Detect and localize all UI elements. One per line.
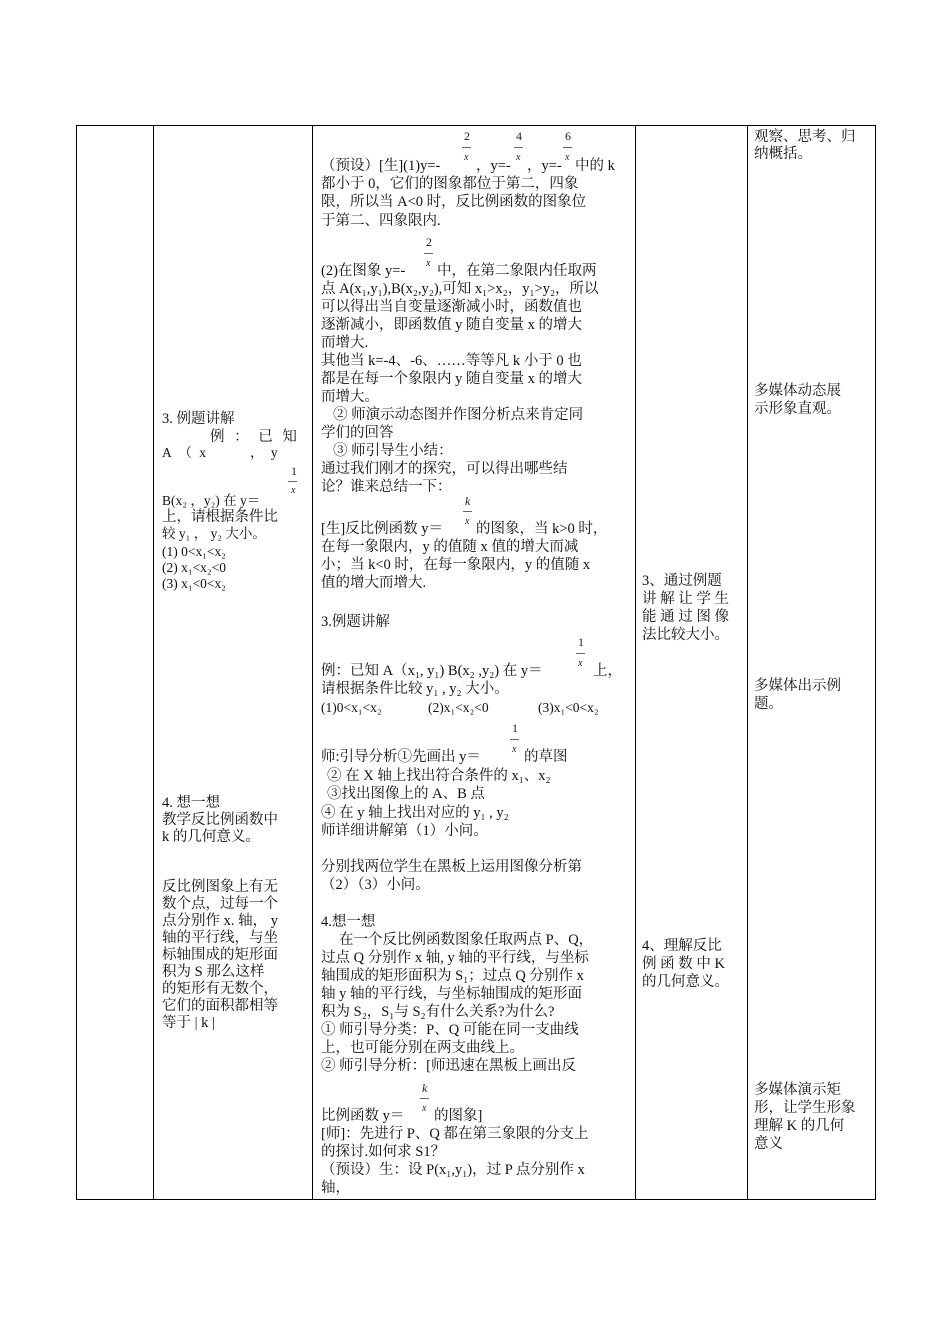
summary-line-1: ③ 师引导生小结： — [333, 443, 453, 459]
think-line-1: 教学反比例函数中 — [162, 812, 278, 828]
fraction-numerator: 1 — [512, 721, 518, 735]
think-line-6: ① 师引导分类：P、Q 可能在同一支曲线 — [321, 1022, 579, 1038]
example-cond-2: (2)x₁<x₂<0 — [428, 700, 489, 715]
part2-line-4: 逐渐减小，即函数值 y 随自变量 x 的增大 — [321, 317, 582, 333]
fraction-numerator: 4 — [516, 129, 522, 143]
example-stmt-1b: 上， — [593, 663, 622, 679]
media-cell — [748, 126, 876, 1200]
condition-1: (1) 0<x₁<x₂ — [162, 544, 227, 559]
media-a-line-2: 纳概括。 — [754, 146, 812, 162]
part2-line-1a: (2)在图象 y=- — [321, 263, 406, 279]
example-cond-1: (1)0<x₁<x₂ — [321, 700, 382, 715]
example-stmt-2: 请根据条件比较 y₁ , y₂ 大小。 — [321, 681, 509, 697]
think-title: 4. 想一想 — [162, 795, 220, 811]
example-line-1: 例 ： 已 知 — [210, 429, 300, 445]
intent-b-line-3: 的几何意义。 — [642, 974, 729, 990]
example-stmt-1a: 例：已知 A（x₁, y₁) B(x₂ ,y₂) 在 y＝ — [321, 663, 543, 679]
example-line-5: 较 y₁ ， y₂ 大小。 — [162, 526, 266, 541]
answer-line-1d: 中的 k — [575, 158, 615, 174]
media-c-line-1: 多媒体出示例 — [754, 678, 841, 694]
fraction-denominator: x — [578, 658, 583, 669]
fraction-denominator: x — [291, 485, 296, 496]
group-line-1: 分别找两位学生在黑板上运用图像分析第 — [321, 859, 582, 875]
media-b-line-1: 多媒体动态展 — [754, 383, 841, 399]
think-line-1: 在一个反比例函数图象任取两点 P、Q， — [339, 932, 594, 948]
guide-line-5: 师详细讲解第（1）小问。 — [321, 823, 488, 839]
answer-line-1c: ，y=- — [527, 158, 562, 174]
think-line-8: ② 师引导分析：[师迅速在黑板上画出反 — [321, 1058, 576, 1074]
part2-line-8: 而增大。 — [321, 389, 379, 405]
answer-line-3: 限，所以当 A<0 时，反比例函数的图象位 — [321, 194, 587, 210]
media-d-line-4: 意义 — [754, 1136, 783, 1152]
process-cell — [313, 126, 636, 1200]
think-section-title: 4.想一想 — [321, 914, 376, 930]
demo-line-1: ② 师演示动态图并作图分析点来肯定同 — [333, 407, 584, 423]
intent-b-line-2: 例 函 数 中 K — [642, 956, 725, 972]
demo-line-2: 学们的回答 — [321, 425, 394, 441]
think-line-9b: 的图象] — [434, 1108, 483, 1124]
part2-line-6: 其他当 k=-4、-6、……等等凡 k 小于 0 也 — [321, 353, 582, 369]
part2-line-7: 都是在每一个象限内 y 随自变量 x 的增大 — [321, 371, 582, 387]
fraction-bar — [514, 147, 523, 148]
intent-a-line-3: 能 通 过 图 像 — [642, 609, 729, 625]
example-title: 3. 例题讲解 — [162, 411, 235, 427]
group-line-2: （2）（3）小问。 — [321, 877, 430, 893]
think-line-13: 轴， — [321, 1180, 350, 1196]
summary-line-3: 论？谁来总结一下： — [321, 479, 452, 495]
example-line-2a: A （ x — [162, 445, 209, 460]
answer-line-4: 于第二、四象限内. — [321, 213, 441, 229]
answer-line-1a: （预设）[生](1)y=- — [321, 158, 441, 174]
example-line-2b: ， y — [250, 445, 280, 460]
summary-line-2: 通过我们刚才的探究，可以得出哪些结 — [321, 461, 568, 477]
answer-line-1b: ，y=- — [476, 158, 511, 174]
teaching-content-cell — [154, 126, 313, 1200]
example-cond-3: (3)x₁<0<x₂ — [538, 700, 599, 715]
think-line-12: （预设）生：设 P(x₁,y₁)，过 P 点分别作 x — [321, 1162, 585, 1178]
para-line-3: 点分别作 x. 轴， y — [162, 913, 278, 929]
condition-3: (3) x₁<0<x₂ — [162, 576, 227, 591]
fraction-denominator: x — [426, 258, 431, 269]
conclusion-line-1a: [生]反比例函数 y＝ — [321, 521, 444, 537]
fraction-bar — [576, 653, 585, 654]
intent-a-line-1: 3、通过例题 — [642, 573, 722, 589]
part2-line-5: 而增大. — [321, 335, 369, 351]
para-line-6: 积为 S 那么这样 — [162, 964, 265, 980]
fraction-numerator: 6 — [565, 129, 571, 143]
think-line-4: 轴 y 轴的平行线，与坐标轴围成的矩形面 — [321, 986, 582, 1002]
para-line-4: 轴的平行线，与坐 — [162, 930, 278, 946]
fraction-denominator: x — [465, 516, 470, 527]
media-d-line-2: 形，让学生形象 — [754, 1100, 856, 1116]
fraction-denominator: x — [464, 152, 469, 163]
para-line-9: 等于 | k | — [162, 1015, 215, 1031]
empty-column-cell — [77, 126, 154, 1200]
fraction-numerator: 2 — [464, 129, 470, 143]
conclusion-line-3: 小；当 k<0 时，在每一象限内，y 的值随 x — [321, 557, 591, 573]
answer-line-2: 都小于 0，它们的图象都位于第二，四象 — [321, 176, 579, 192]
para-line-2: 数个点，过每一个 — [162, 896, 278, 912]
para-line-7: 的矩形有无数个， — [162, 981, 278, 997]
fraction-bar — [563, 147, 572, 148]
fraction-numerator: k — [465, 494, 471, 508]
fraction-denominator: x — [512, 744, 517, 755]
fraction-bar — [420, 1098, 429, 1099]
fraction-numerator: 1 — [291, 464, 297, 478]
example-line-4: 上，请根据条件比 — [162, 509, 278, 525]
fraction-numerator: k — [422, 1081, 428, 1095]
part2-line-3: 可以得出当自变量逐渐减小时，函数值也 — [321, 299, 582, 315]
fraction-bar — [288, 481, 297, 482]
fraction-bar — [463, 511, 472, 512]
guide-line-1b: 的草图 — [524, 749, 568, 765]
media-c-line-2: 题。 — [754, 696, 783, 712]
conclusion-line-4: 值的增大而增大. — [321, 575, 427, 591]
think-line-5: 积为 S₂，S₁与 S₂有什么关系?为什么? — [321, 1004, 555, 1020]
intent-a-line-4: 法比较大小。 — [642, 627, 729, 643]
conclusion-line-2: 在每一象限内，y 的值随 x 值的增大而减 — [321, 539, 579, 555]
conclusion-line-1b: 的图象，当 k>0 时， — [476, 521, 608, 537]
intent-a-line-2: 讲 解 让 学 生 — [642, 591, 729, 607]
think-line-3: 轴围成的矩形面积为 S₁；过点 Q 分别作 x — [321, 968, 584, 984]
intent-b-line-1: 4、理解反比 — [642, 938, 722, 954]
guide-line-4: ④ 在 y 轴上找出对应的 y₁ , y₂ — [321, 805, 509, 821]
think-line-11: 的探讨.如何求 S1？ — [321, 1144, 446, 1160]
example-line-3: B(x₂ ，y₂) 在 y＝ — [162, 493, 261, 508]
part2-line-2: 点 A(x₁,y₁),B(x₂,y₂),可知 x₁>x₂，y₁>y₂，所以 — [321, 281, 599, 297]
example-section-title: 3.例题讲解 — [321, 614, 390, 630]
think-line-10: [师]：先进行 P、Q 都在第三象限的分支上 — [321, 1126, 589, 1142]
condition-2: (2) x₁<x₂<0 — [162, 560, 227, 575]
fraction-bar — [424, 253, 433, 254]
fraction-denominator: x — [422, 1103, 427, 1114]
think-line-7: 上，也可能分别在两支曲线上。 — [321, 1040, 524, 1056]
guide-line-1a: 师:引导分析①先画出 y＝ — [321, 749, 481, 765]
media-d-line-3: 理解 K 的几何 — [754, 1118, 845, 1134]
guide-line-3: ③找出图像上的 A、B 点 — [327, 786, 485, 802]
para-line-1: 反比例图象上有无 — [162, 879, 278, 895]
fraction-numerator: 2 — [426, 235, 432, 249]
fraction-denominator: x — [516, 152, 521, 163]
para-line-8: 它们的面积都相等 — [162, 998, 278, 1014]
lesson-plan-table — [76, 125, 876, 1200]
fraction-denominator: x — [565, 152, 570, 163]
guide-line-2: ② 在 X 轴上找出符合条件的 x₁、x₂ — [327, 768, 551, 784]
fraction-bar — [462, 147, 471, 148]
media-a-line-1: 观察、思考、归 — [754, 129, 856, 145]
fraction-numerator: 1 — [578, 635, 584, 649]
think-line-9a: 比例函数 y＝ — [321, 1108, 405, 1124]
design-intent-cell — [636, 126, 748, 1200]
think-line-2: k 的几何意义。 — [162, 829, 260, 845]
fraction-bar — [510, 739, 519, 740]
part2-line-1b: 中，在第二象限内任取两 — [437, 263, 597, 279]
media-b-line-2: 示形象直观。 — [754, 401, 841, 417]
media-d-line-1: 多媒体演示矩 — [754, 1082, 841, 1098]
para-line-5: 标轴围成的矩形面 — [162, 947, 278, 963]
think-line-2: 过点 Q 分别作 x 轴, y 轴的平行线，与坐标 — [321, 950, 589, 966]
